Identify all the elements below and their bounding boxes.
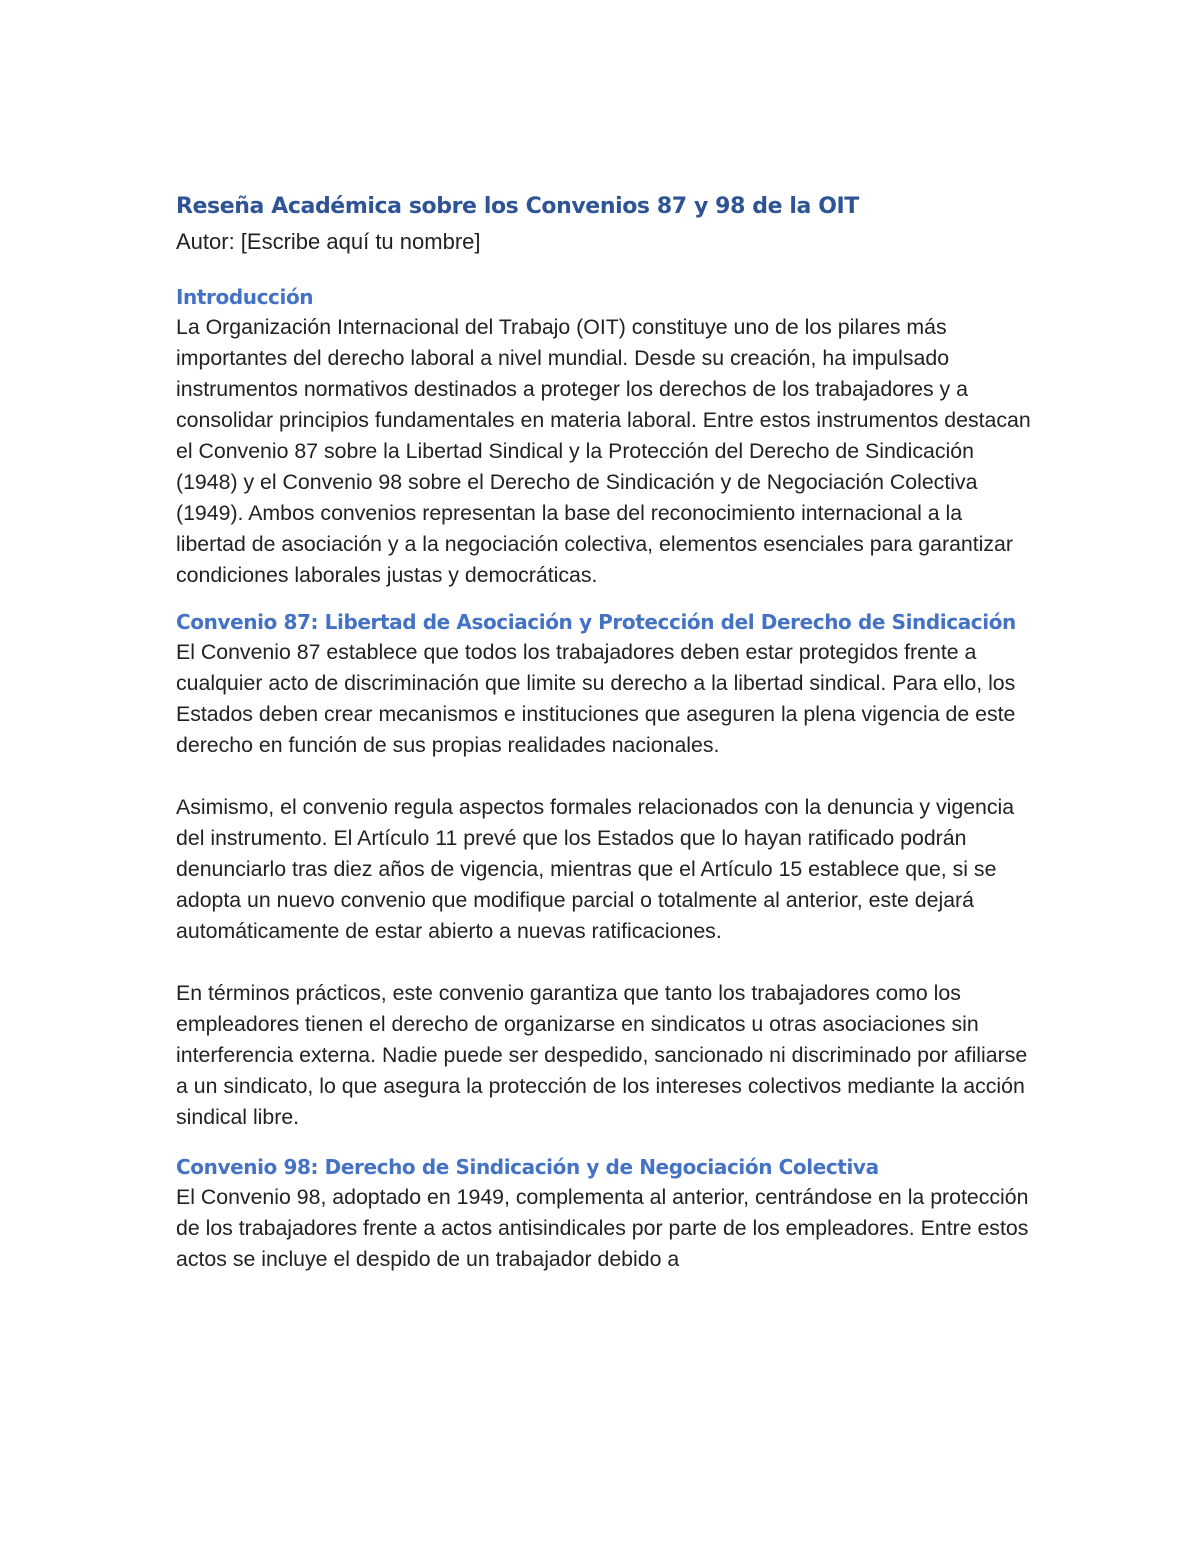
convenio-87-paragraph-3: En términos prácticos, este convenio garantiza que tanto los trabajadores como los empleadores tienen el derecho de organizarse en sindicatos u otras asociaciones sin interferencia externa. Nadie puede ser despedido, sancionado ni discriminado por afiliarse a un sindicato, lo que asegura la protección de los intereses colectivos mediante la acción sindical libre. [176,981,1028,1129]
convenio-87-paragraph-1: El Convenio 87 establece que todos los trabajadores deben estar protegidos frente a cualquier acto de discriminación que limite su derecho a la libertad sindical. Para ello, los Estados deben crear mecanismos e instituciones que aseguren la plena vigencia de este derecho en función de sus propias realidades nacionales. [176,640,1016,757]
document-body [176,192,1036,1275]
convenio-87-paragraph-2: Asimismo, el convenio regula aspectos formales relacionados con la denuncia y vigencia del instrumento. El Artículo 11 prevé que los Estados que lo hayan ratificado podrán denunciarlo tras diez años de vigencia, mientras que el Artículo 15 establece que, si se adopta un nuevo convenio que modifique parcial o totalmente al anterior, este dejará automáticamente de estar abierto a nuevas ratificaciones. [176,795,1015,943]
section-heading-convenio-87: Convenio 87: Libertad de Asociación y Protección del Derecho de Sindicación [176,610,1016,634]
section-heading-convenio-98: Convenio 98: Derecho de Sindicación y de Negociación Colectiva [176,1155,879,1179]
author-line: Autor: [Escribe aquí tu nombre] [176,229,481,254]
section-heading-introduccion: Introducción [176,285,314,309]
convenio-98-paragraph-1: El Convenio 98, adoptado en 1949, complementa al anterior, centrándose en la protección de los trabajadores frente a actos antisindicales por parte de los empleadores. Entre estos actos se incluye el despido de un trabajador debido a [176,1185,1029,1271]
document-title: Reseña Académica sobre los Convenios 87 y 98 de la OIT [176,194,859,219]
intro-paragraph: La Organización Internacional del Trabajo (OIT) constituye uno de los pilares más importantes del derecho laboral a nivel mundial. Desde su creación, ha impulsado instrumentos normativos destinados a proteger los derechos de los trabajadores y a consolidar principios fundamentales en materia laboral. Entre estos instrumentos destacan el Convenio 87 sobre la Libertad Sindical y la Protección del Derecho de Sindicación (1948) y el Convenio 98 sobre el Derecho de Sindicación y de Negociación Colectiva (1949). Ambos convenios representan la base del reconocimiento internacional a la libertad de asociación y a la negociación colectiva, elementos esenciales para garantizar condiciones laborales justas y democráticas. [176,315,1031,587]
